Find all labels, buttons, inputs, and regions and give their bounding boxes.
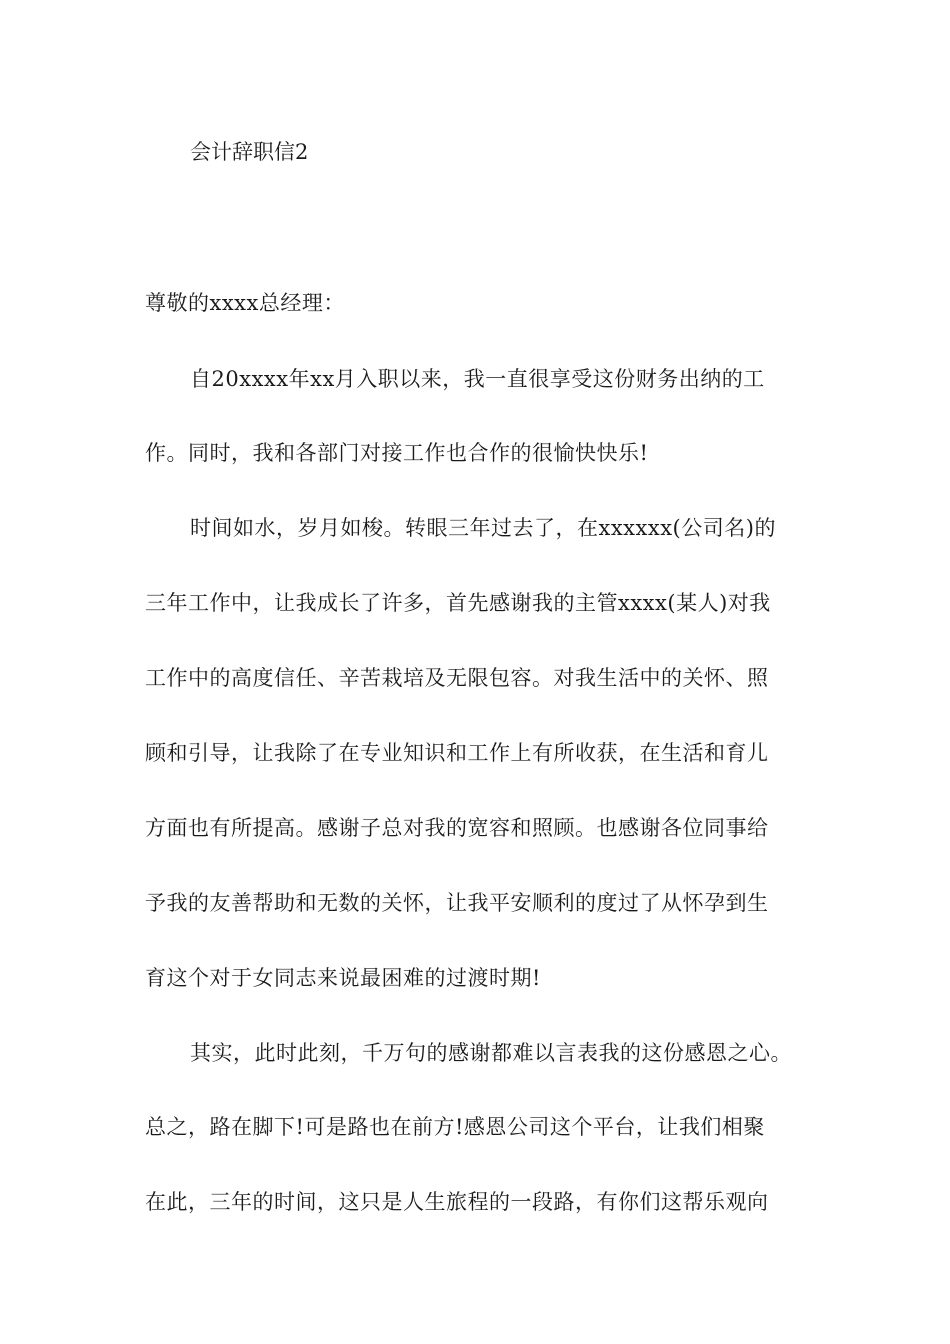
document-title: 会计辞职信2 xyxy=(190,140,309,164)
body-line-10: 其实，此时此刻，千万句的感谢都难以言表我的这份感恩之心。 xyxy=(190,1041,792,1065)
body-line-8: 予我的友善帮助和无数的关怀，让我平安顺利的度过了从怀孕到生 xyxy=(145,891,769,915)
body-line-3: 时间如水，岁月如梭。转眼三年过去了，在xxxxxx(公司名)的 xyxy=(190,516,776,540)
salutation: 尊敬的xxxx总经理： xyxy=(145,291,345,315)
body-line-11: 总之，路在脚下!可是路也在前方!感恩公司这个平台，让我们相聚 xyxy=(145,1115,765,1139)
body-line-6: 顾和引导，让我除了在专业知识和工作上有所收获，在生活和育儿 xyxy=(145,741,769,765)
body-line-1: 自20xxxx年xx月入职以来，我一直很享受这份财务出纳的工 xyxy=(190,367,765,391)
body-line-2: 作。同时，我和各部门对接工作也合作的很愉快快乐! xyxy=(145,441,649,465)
body-line-5: 工作中的高度信任、辛苦栽培及无限包容。对我生活中的关怀、照 xyxy=(145,666,769,690)
body-line-4: 三年工作中，让我成长了许多，首先感谢我的主管xxxx(某人)对我 xyxy=(145,591,771,615)
body-line-7: 方面也有所提高。感谢子总对我的宽容和照顾。也感谢各位同事给 xyxy=(145,816,769,840)
body-line-9: 育这个对于女同志来说最困难的过渡时期! xyxy=(145,966,541,990)
body-line-12: 在此，三年的时间，这只是人生旅程的一段路，有你们这帮乐观向 xyxy=(145,1190,769,1214)
